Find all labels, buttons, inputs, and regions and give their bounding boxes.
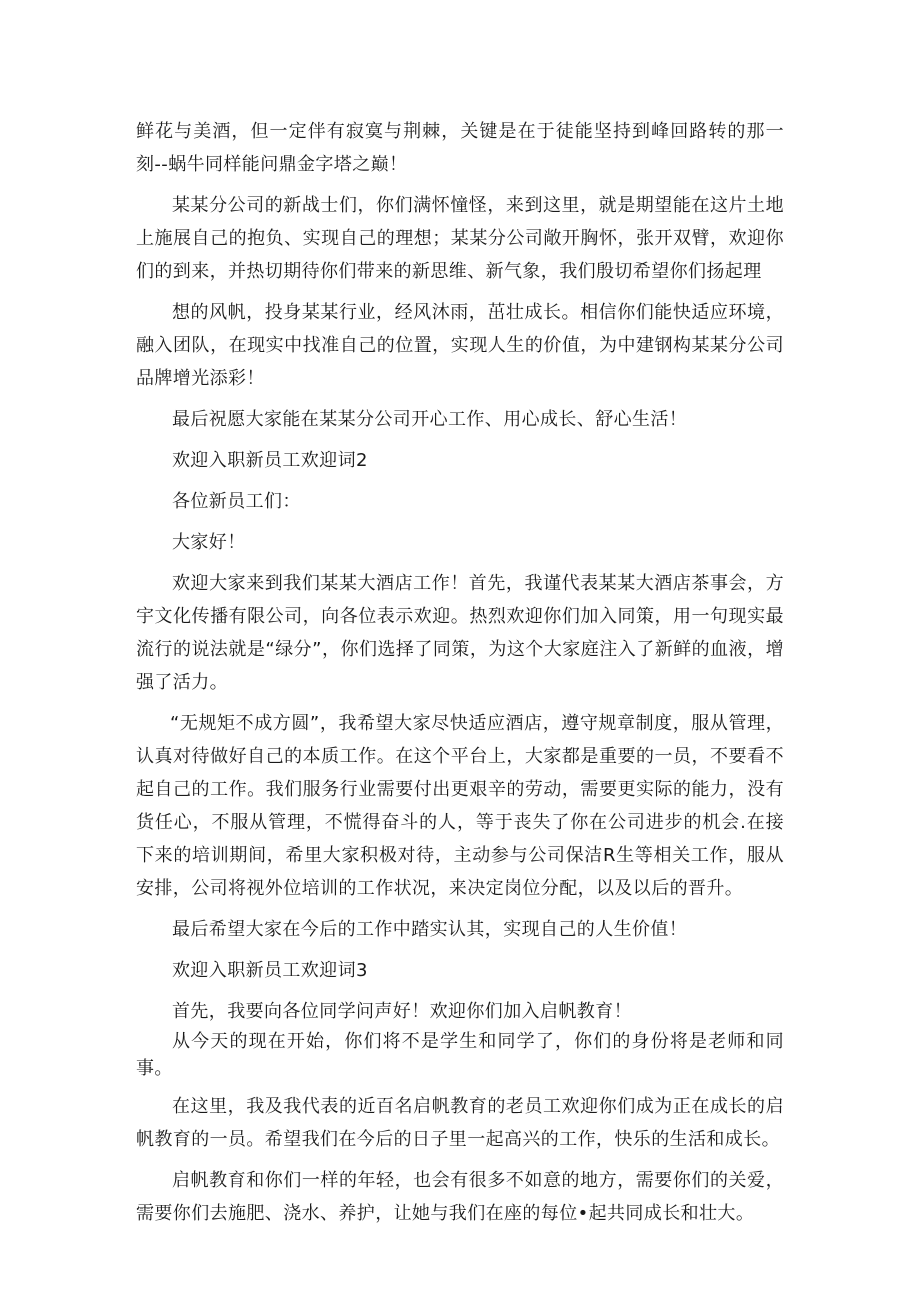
paragraph-3: 想的风帆，投身某某行业，经风沐雨，茁壮成长。相信你们能快适应环境，融入团队，在现实中找准自己的位置，实现人生的价值，为中建钢构某某分公司品牌增光添彩！ (136, 302, 784, 389)
paragraph-7: 最后希望大家在今后的工作中踏实认其，实现自己的人生价值！ (172, 919, 688, 940)
document-body (136, 115, 784, 1230)
section-heading-2: 欢迎入职新员工欢迎词2 (172, 450, 368, 471)
paragraph-6: “无规矩不成方圆”，我希望大家尽快适应酒店，遵守规章制度，服从管理，认真对待做好自己的本质工作。在这个平台上，大家都是重要的一员，不要看不起自己的工作。我们服务行业需要付出更艰辛的劳动，需要更实际的能力，没有货任心，不服从管理，不慌得奋斗的人，等于丧失了你在公司进步的机会.在接下来的培训期间，希里大家积极对待，主动参与公司保洁R生等相关工作，服从安排，公司将视外位培训的工作状况，来决定岗位分配，以及以后的晋升。 (136, 713, 784, 899)
paragraph-5: 欢迎大家来到我们某某大酒店工作！首先，我谨代表某某大酒店茶事会，方宇文化传播有限公司，向各位表示欢迎。热烈欢迎你们加入同策，用一句现实最流行的说法就是“绿分”，你们选择了同策，为这个大家庭注入了新鲜的血液，增强了活力。 (136, 573, 784, 693)
paragraph-2: 某某分公司的新战士们，你们满怀憧怪，来到这里，就是期望能在这片土地上施展自己的抱负、实现自己的理想；某某分公司敞开胸怀，张开双臂，欢迎你们的到来，并热切期待你们带来的新思维、新气象，我们殷切希望你们扬起理 (136, 195, 784, 282)
paragraph-11: 启帆教育和你们一样的年轻，也会有很多不如意的地方，需要你们的关爱，需要你们去施肥、浇水、养护，让她与我们在座的每位•起共同成长和壮大。 (136, 1170, 784, 1224)
paragraph-9: 从今天的现在开始，你们将不是学生和同学了，你们的身份将是老师和同事。 (136, 1031, 784, 1079)
salutation: 各位新员工们： (172, 491, 301, 512)
paragraph-10: 在这里，我及我代表的近百名启帆教育的老员工欢迎你们成为正在成长的启帆教育的一员。希望我们在今后的日子里一起高兴的工作，快乐的生活和成长。 (136, 1096, 784, 1150)
paragraph-8: 首先，我要向各位同学问声好！欢迎你们加入启帆教育！ (172, 1001, 632, 1022)
greeting: 大家好！ (172, 532, 246, 553)
paragraph-4: 最后祝愿大家能在某某分公司开心工作、用心成长、舒心生活！ (172, 409, 688, 430)
paragraph-1: 鲜花与美酒，但一定伴有寂寞与荆棘，关键是在于徒能坚持到峰回路转的那一刻--蜗牛同样能问鼎金字塔之巅！ (136, 121, 784, 175)
section-heading-3: 欢迎入职新员工欢迎词3 (172, 960, 368, 981)
